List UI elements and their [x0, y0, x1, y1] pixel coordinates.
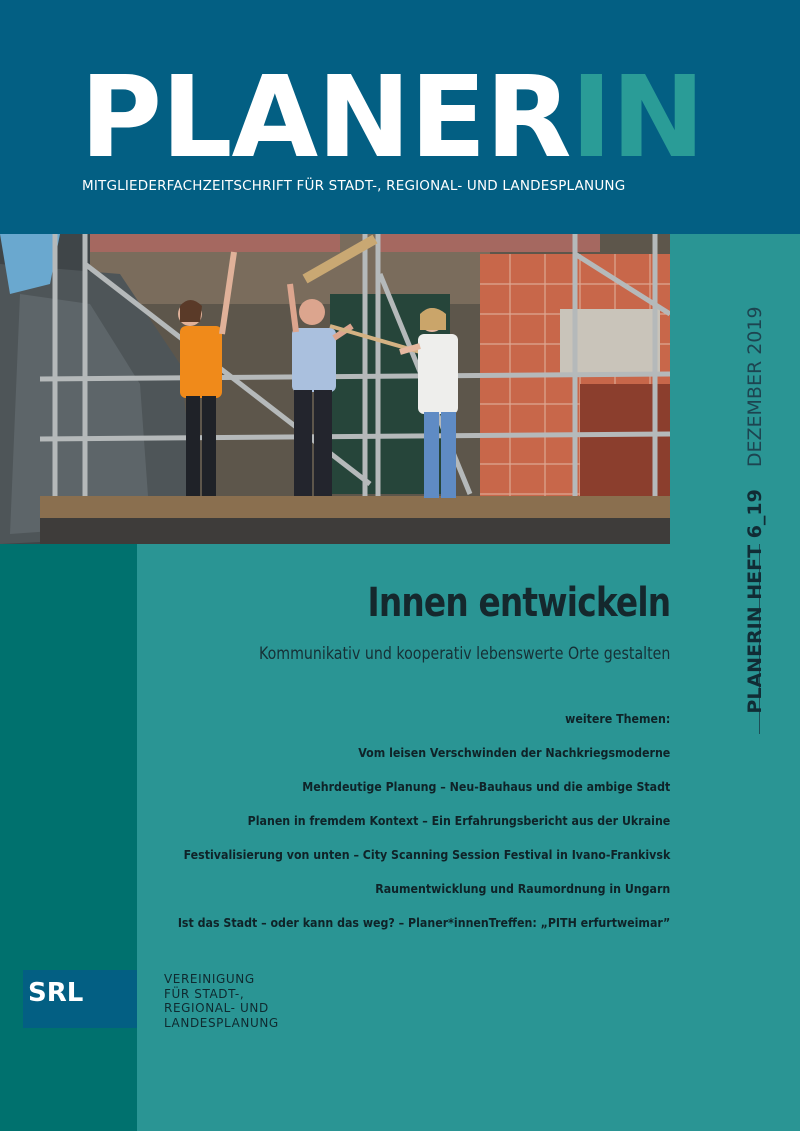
topic-item: Ist das Stadt – oder kann das weg? – Planer*innenTreffen: „PITH erfurtweimar” [177, 916, 670, 930]
publisher-line: LANDESPLANUNG [164, 1015, 279, 1030]
publisher-line: REGIONAL- UND [164, 1001, 269, 1015]
topic-item: Festivalisierung von unten – City Scanning Session Festival in Ivano-Frankivsk [183, 848, 670, 862]
cover-photo [0, 234, 670, 544]
topic-item: Raumentwicklung und Raumordnung in Ungarn [374, 882, 670, 896]
masthead-subtitle: MITGLIEDERFACHZEITSCHRIFT FÜR STADT-, REGIONAL- UND LANDESPLANUNG [82, 178, 626, 194]
srl-logo-text: SRL [28, 978, 84, 1008]
topic-item: Planen in fremdem Kontext – Ein Erfahrungsbericht aus der Ukraine [247, 814, 670, 828]
issue-date: DEZEMBER 2019 [744, 306, 766, 468]
publisher-line: FÜR STADT-, [164, 986, 245, 1001]
cover-lead: Kommunikativ und kooperativ lebenswerte Orte gestalten [258, 644, 670, 663]
publisher-name [164, 972, 279, 1030]
publisher-line: VEREINIGUNG [164, 972, 255, 986]
issue-number: PLANERIN HEFT 6_19 [744, 489, 766, 714]
masthead [0, 0, 800, 234]
topic-item: Vom leisen Verschwinden der Nachkriegsmoderne [357, 746, 670, 760]
cover-headline: Innen entwickeln [367, 580, 670, 626]
logo-in: IN [570, 53, 705, 183]
left-color-band [0, 544, 137, 1131]
issue-spine [744, 306, 766, 713]
srl-logo [23, 970, 137, 1028]
planerin-logo [80, 53, 705, 183]
topics-heading: weitere Themen: [564, 712, 670, 726]
further-topics [135, 712, 670, 950]
logo-planer: PLANER [80, 53, 571, 183]
topic-item: Mehrdeutige Planung – Neu-Bauhaus und die ambige Stadt [301, 780, 670, 794]
